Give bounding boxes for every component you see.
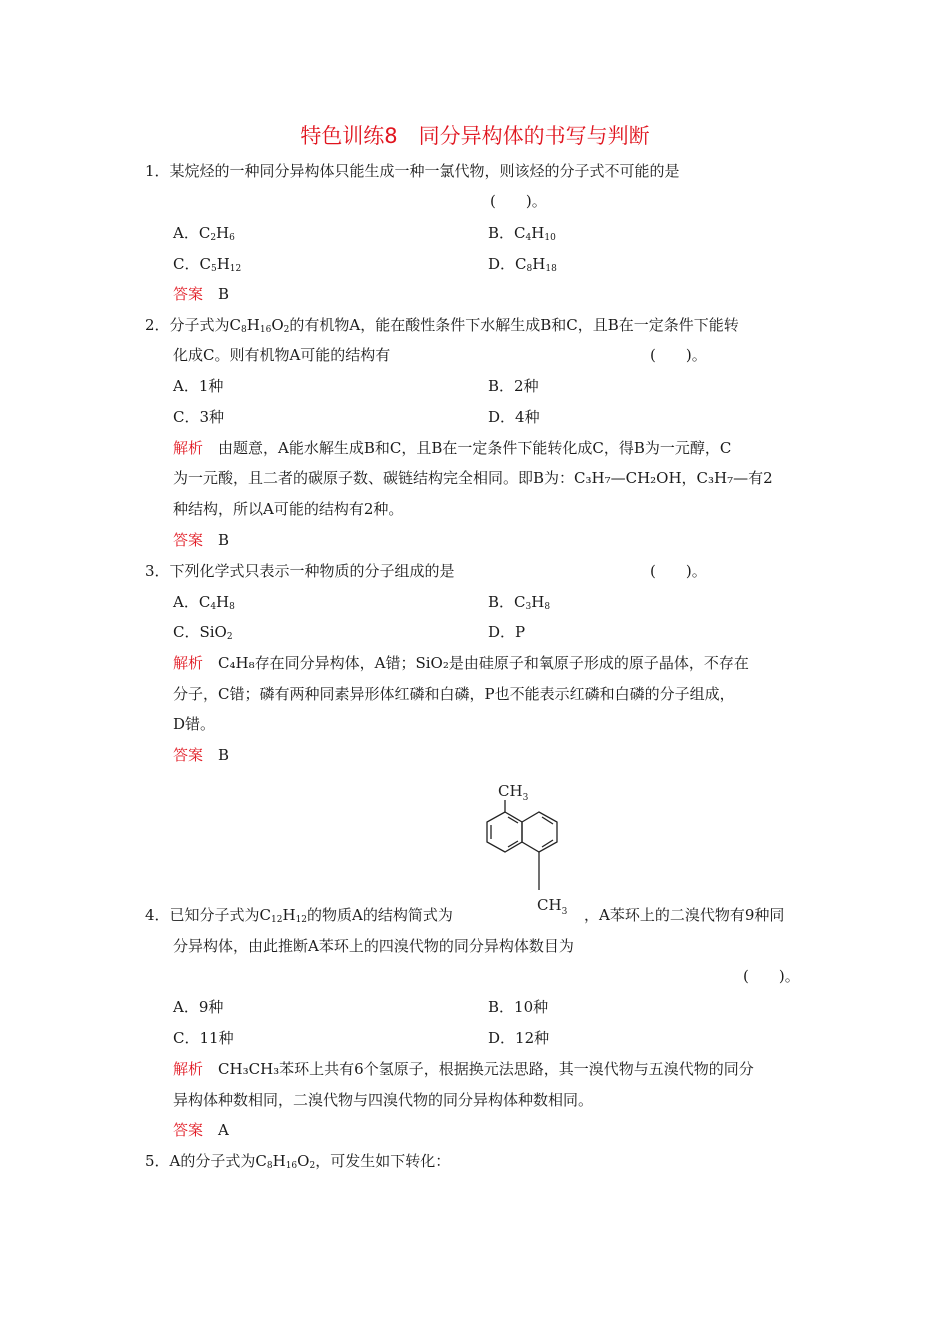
q1-option-b: B．$C_4H_{10}$ bbox=[488, 224, 556, 243]
q1-paren: ( )。 bbox=[490, 192, 547, 210]
q2-option-c: C．3种 bbox=[173, 408, 225, 426]
q2-option-a: A．1种 bbox=[173, 377, 224, 395]
methyl-top-label: $CH_3$ bbox=[498, 782, 529, 803]
q2-analysis-line3: 种结构，所以A可能的结构有2种。 bbox=[173, 500, 404, 518]
q2-analysis: 解析 由题意，A能水解生成B和C，且B在一定条件下能转化成C，得B为一元醇，C bbox=[173, 439, 732, 457]
methyl-bottom-label: $CH_3$ bbox=[537, 896, 568, 917]
q4-option-c: C．11种 bbox=[173, 1029, 234, 1047]
q2-option-b: B．2种 bbox=[488, 377, 539, 395]
q1-option-c: C．$C_5H_{12}$ bbox=[173, 255, 242, 274]
q3-option-d: D．P bbox=[488, 623, 526, 641]
q2-stem-line2: 化成C。则有机物A可能的结构有 bbox=[173, 346, 391, 364]
q4-option-d: D．12种 bbox=[488, 1029, 550, 1047]
q4-analysis: 解析 CH₃CH₃苯环上共有6个氢原子，根据换元法思路，其一溴代物与五溴代物的同分 bbox=[173, 1060, 754, 1078]
q3-option-a: A．$C_4H_8$ bbox=[173, 593, 235, 612]
q3-option-c: C．SiO$_2$ bbox=[173, 623, 233, 642]
q4-stem-line2: 分异构体，由此推断A苯环上的四溴代物的同分异构体数目为 bbox=[173, 937, 574, 955]
q1-answer: 答案 B bbox=[173, 285, 230, 303]
q3-analysis-line3: D错。 bbox=[173, 715, 216, 733]
q3-option-b: B．$C_3H_8$ bbox=[488, 593, 551, 612]
molecule-structure bbox=[465, 772, 585, 932]
q2-stem: 2．分子式为$C_8H_{16}O_2$的有机物A，能在酸性条件下水解生成B和C，且B在一定条件下能转 bbox=[145, 316, 739, 335]
q2-option-d: D．4种 bbox=[488, 408, 540, 426]
naphthalene-diagram bbox=[465, 772, 585, 932]
q2-analysis-line2: 为一元酸，且二者的碳原子数、碳链结构完全相同。即B为：C₃H₇—CH₂OH，C₃H₇—有2 bbox=[173, 469, 773, 487]
q4-stem-continuation: ，A苯环上的二溴代物有9种同 bbox=[584, 906, 785, 924]
q4-answer: 答案 A bbox=[173, 1121, 229, 1139]
q1-stem: 1．某烷烃的一种同分异构体只能生成一种一氯代物，则该烃的分子式不可能的是 bbox=[145, 162, 680, 180]
q3-analysis-line2: 分子，C错；磷有两种同素异形体红磷和白磷，P也不能表示红磷和白磷的分子组成， bbox=[173, 685, 735, 703]
q3-answer: 答案 B bbox=[173, 746, 230, 764]
q4-stem: 4．已知分子式为$C_{12}H_{12}$的物质A的结构简式为 bbox=[145, 906, 453, 925]
q4-analysis-line2: 异构体种数相同，二溴代物与四溴代物的同分异构体种数相同。 bbox=[173, 1091, 594, 1109]
q1-option-a: A．$C_2H_6$ bbox=[173, 224, 235, 243]
q4-option-a: A．9种 bbox=[173, 998, 224, 1016]
page-title: 特色训练8 同分异构体的书写与判断 bbox=[300, 124, 650, 148]
q3-stem: 3．下列化学式只表示一种物质的分子组成的是 bbox=[145, 562, 455, 580]
q2-paren: ( )。 bbox=[650, 346, 707, 364]
q3-analysis: 解析 C₄H₈存在同分异构体，A错；SiO₂是由硅原子和氧原子形成的原子晶体，不存在 bbox=[173, 654, 749, 672]
q2-answer: 答案 B bbox=[173, 531, 230, 549]
q4-paren: ( )。 bbox=[743, 967, 800, 985]
q3-paren: ( )。 bbox=[650, 562, 707, 580]
q5-stem: 5．A的分子式为$C_8H_{16}O_2$，可发生如下转化： bbox=[145, 1152, 451, 1171]
q1-option-d: D．$C_8H_{18}$ bbox=[488, 255, 557, 274]
q4-option-b: B．10种 bbox=[488, 998, 549, 1016]
